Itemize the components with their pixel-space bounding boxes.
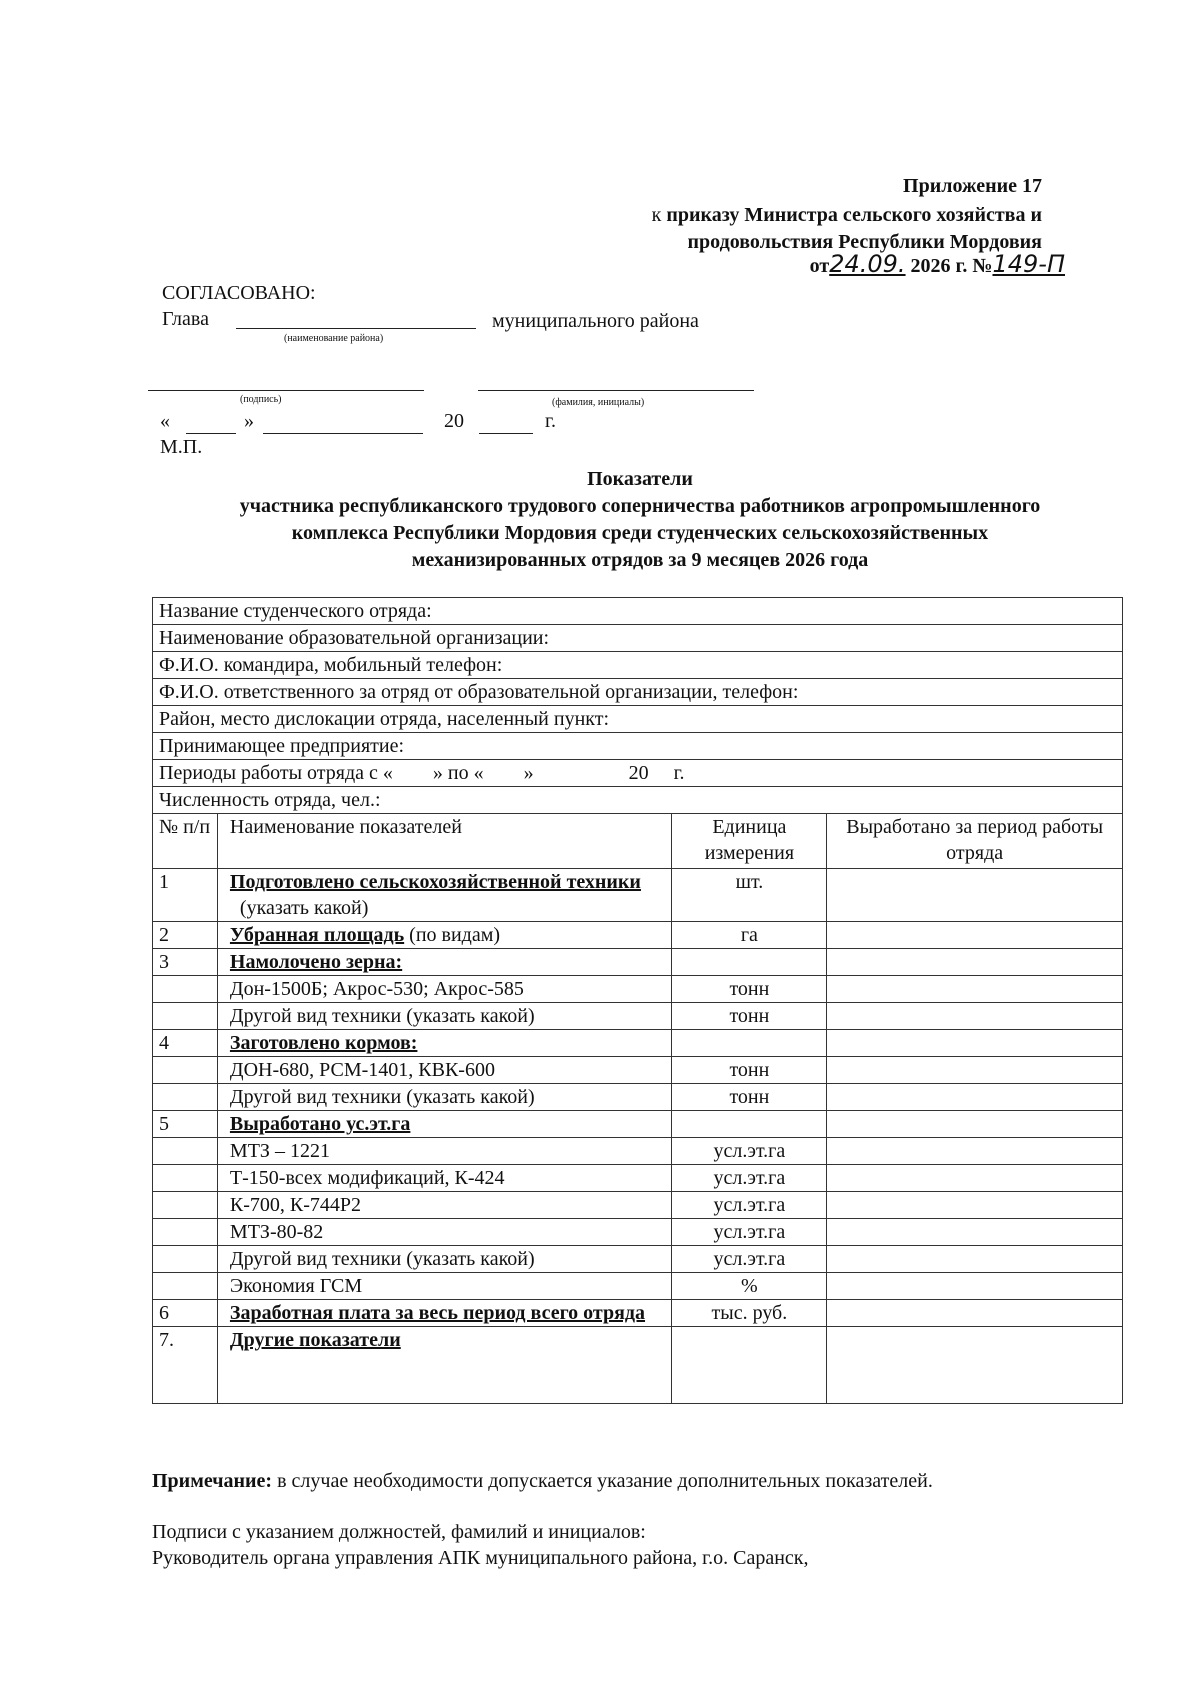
info-row: Принимающее предприятие: [153, 733, 1123, 760]
name-line [478, 390, 754, 391]
row-indicator [217, 1111, 672, 1138]
row-value-cell[interactable] [827, 976, 1123, 1003]
row-unit [672, 1030, 827, 1057]
row-value-cell[interactable] [827, 1219, 1123, 1246]
row-value-cell[interactable] [827, 1273, 1123, 1300]
row-value-cell[interactable] [827, 1192, 1123, 1219]
row-number: 5 [153, 1111, 218, 1138]
info-row: Район, место дислокации отряда, населенный пункт: [153, 706, 1123, 733]
table-row [153, 1273, 1123, 1300]
order-reference [652, 203, 1042, 228]
document-title: Показатели [587, 468, 693, 490]
row-unit: усл.эт.га [672, 1138, 827, 1165]
row-indicator [217, 949, 672, 976]
row-value-cell[interactable] [827, 1246, 1123, 1273]
info-row: Ф.И.О. ответственного за отряд от образовательной организации, телефон: [153, 679, 1123, 706]
note-label: Примечание: [152, 1470, 273, 1492]
row-value-cell[interactable] [827, 1138, 1123, 1165]
day-line [186, 433, 236, 434]
table-row [153, 1165, 1123, 1192]
note [152, 1470, 933, 1493]
indicator-name: Намолочено зерна: [229, 951, 403, 973]
row-indicator [217, 1165, 672, 1192]
col-header-unit: Единица измерения [672, 814, 827, 869]
indicator-name: Выработано ус.эт.га [229, 1113, 411, 1135]
indicator-name: Т-150-всех модификаций, К-424 [229, 1167, 505, 1189]
agreed-label: СОГЛАСОВАНО: [162, 282, 316, 304]
row-value-cell[interactable] [827, 1327, 1123, 1404]
indicator-name: ДОН-680, РСМ-1401, КВК-600 [229, 1059, 495, 1081]
col-header-value: Выработано за период работы отряда [827, 814, 1123, 869]
head-label: Глава [162, 308, 209, 330]
row-number [153, 1084, 218, 1111]
table-row [153, 1111, 1123, 1138]
date-prefix: от [809, 255, 830, 277]
row-indicator [217, 1327, 672, 1404]
col-header-name: Наименование показателей [217, 814, 672, 869]
indicator-name: МТЗ – 1221 [229, 1140, 330, 1162]
row-unit: усл.эт.га [672, 1246, 827, 1273]
date-quote-open: « [160, 410, 170, 432]
row-number [153, 1219, 218, 1246]
row-indicator [217, 1003, 672, 1030]
row-number: 4 [153, 1030, 218, 1057]
info-row: Численность отряда, чел.: [153, 787, 1123, 814]
row-value-cell[interactable] [827, 922, 1123, 949]
indicator-name: Другой вид техники (указать какой) [229, 1086, 535, 1108]
row-value-cell[interactable] [827, 869, 1123, 922]
row-unit: тонн [672, 976, 827, 1003]
row-number [153, 1165, 218, 1192]
indicator-name: К-700, К-744Р2 [229, 1194, 362, 1216]
indicator-name: Другой вид техники (указать какой) [229, 1248, 535, 1270]
row-unit: усл.эт.га [672, 1219, 827, 1246]
row-unit: тыс. руб. [672, 1300, 827, 1327]
row-indicator [217, 1138, 672, 1165]
table-row [153, 976, 1123, 1003]
row-indicator [217, 1273, 672, 1300]
row-indicator [217, 1219, 672, 1246]
indicator-name: Экономия ГСМ [229, 1275, 363, 1297]
district-line [236, 328, 476, 329]
row-indicator [217, 1192, 672, 1219]
table-row [153, 1030, 1123, 1057]
row-value-cell[interactable] [827, 1111, 1123, 1138]
row-number: 1 [153, 869, 218, 922]
indicator-name: Другие показатели [229, 1329, 401, 1351]
handwritten-number: 149-П [992, 250, 1065, 278]
indicator-name: Заготовлено кормов: [229, 1032, 418, 1054]
indicator-name: Дон-1500Б; Акрос-530; Акрос-585 [229, 978, 524, 1000]
row-unit [672, 949, 827, 976]
row-unit: усл.эт.га [672, 1192, 827, 1219]
row-indicator [217, 922, 672, 949]
row-number [153, 1003, 218, 1030]
row-number: 7. [153, 1327, 218, 1404]
order-title: приказу Министра сельского хозяйства и [666, 204, 1042, 226]
row-number [153, 976, 218, 1003]
indicator-name: Заработная плата за весь период всего отряда [229, 1302, 646, 1324]
row-unit: % [672, 1273, 827, 1300]
year-prefix: 20 [444, 410, 464, 432]
signature-caption: (подпись) [240, 394, 282, 405]
row-indicator [217, 1246, 672, 1273]
name-caption: (фамилия, инициалы) [552, 397, 645, 408]
row-unit: тонн [672, 1057, 827, 1084]
row-indicator [217, 1084, 672, 1111]
indicator-note: (по видам) [404, 924, 501, 946]
indicators-table [152, 597, 1123, 1404]
row-number: 6 [153, 1300, 218, 1327]
info-row: Название студенческого отряда: [153, 598, 1123, 625]
table-row [153, 1219, 1123, 1246]
indicator-name: Убранная площадь [229, 924, 405, 946]
row-number [153, 1246, 218, 1273]
row-unit: шт. [672, 869, 827, 922]
ministry-name: продовольствия Республики Мордовия [687, 231, 1042, 253]
row-indicator [217, 869, 672, 922]
district-caption: (наименование района) [284, 333, 384, 344]
row-number [153, 1138, 218, 1165]
indicator-name: МТЗ-80-82 [229, 1221, 324, 1243]
table-row [153, 1138, 1123, 1165]
date-quote-close: » [244, 410, 254, 432]
row-unit [672, 1327, 827, 1404]
order-year: 2026 г. № [905, 255, 993, 277]
handwritten-date: 24.09. [829, 250, 906, 278]
row-value-cell[interactable] [827, 1165, 1123, 1192]
table-row [153, 922, 1123, 949]
table-row [153, 1084, 1123, 1111]
row-unit: тонн [672, 1003, 827, 1030]
indicator-name: Подготовлено сельскохозяйственной техники [229, 871, 641, 893]
row-number: 2 [153, 922, 218, 949]
table-row [153, 1246, 1123, 1273]
row-unit [672, 1111, 827, 1138]
order-date-line [810, 252, 1065, 279]
document-subtitle-2: комплекса Республики Мордовия среди студенческих сельскохозяйственных [291, 522, 989, 544]
table-row [153, 1300, 1123, 1327]
row-indicator [217, 1300, 672, 1327]
table-row [153, 1327, 1123, 1404]
row-value-cell[interactable] [827, 949, 1123, 976]
info-row: Ф.И.О. командира, мобильный телефон: [153, 652, 1123, 679]
row-number [153, 1057, 218, 1084]
table-row [153, 949, 1123, 976]
row-number [153, 1273, 218, 1300]
table-row [153, 1003, 1123, 1030]
year-line [479, 433, 533, 434]
row-unit: га [672, 922, 827, 949]
row-indicator [217, 976, 672, 1003]
month-line [263, 433, 423, 434]
stamp-label: М.П. [160, 436, 203, 458]
row-value-cell[interactable] [827, 1300, 1123, 1327]
document-subtitle-3: механизированных отрядов за 9 месяцев 2026 года [411, 549, 869, 571]
indicator-note: (указать какой) [229, 897, 369, 919]
note-text: в случае необходимости допускается указание дополнительных показателей. [272, 1470, 933, 1492]
row-value-cell[interactable] [827, 1057, 1123, 1084]
col-header-num: № п/п [153, 814, 218, 869]
row-value-cell[interactable] [827, 1084, 1123, 1111]
row-unit: тонн [672, 1084, 827, 1111]
row-number [153, 1192, 218, 1219]
info-row: Периоды работы отряда с « » по « » 20 г. [153, 760, 1123, 787]
table-row [153, 1057, 1123, 1084]
document-subtitle-1: участника республиканского трудового соперничества работников агропромышленного [239, 495, 1041, 517]
row-value-cell[interactable] [827, 1030, 1123, 1057]
signatures-intro: Подписи с указанием должностей, фамилий и инициалов: [152, 1521, 646, 1543]
row-number: 3 [153, 949, 218, 976]
info-row: Наименование образовательной организации: [153, 625, 1123, 652]
order-prefix: к [651, 204, 662, 226]
row-indicator [217, 1030, 672, 1057]
table-row [153, 869, 1123, 922]
signatures-head: Руководитель органа управления АПК муниципального района, г.о. Саранск, [152, 1547, 809, 1569]
municipal-label: муниципального района [492, 310, 699, 332]
signature-line [148, 390, 424, 391]
row-unit: усл.эт.га [672, 1165, 827, 1192]
year-suffix: г. [545, 410, 556, 432]
row-indicator [217, 1057, 672, 1084]
row-value-cell[interactable] [827, 1003, 1123, 1030]
indicator-name: Другой вид техники (указать какой) [229, 1005, 535, 1027]
appendix-number: Приложение 17 [903, 175, 1042, 197]
table-row [153, 1192, 1123, 1219]
